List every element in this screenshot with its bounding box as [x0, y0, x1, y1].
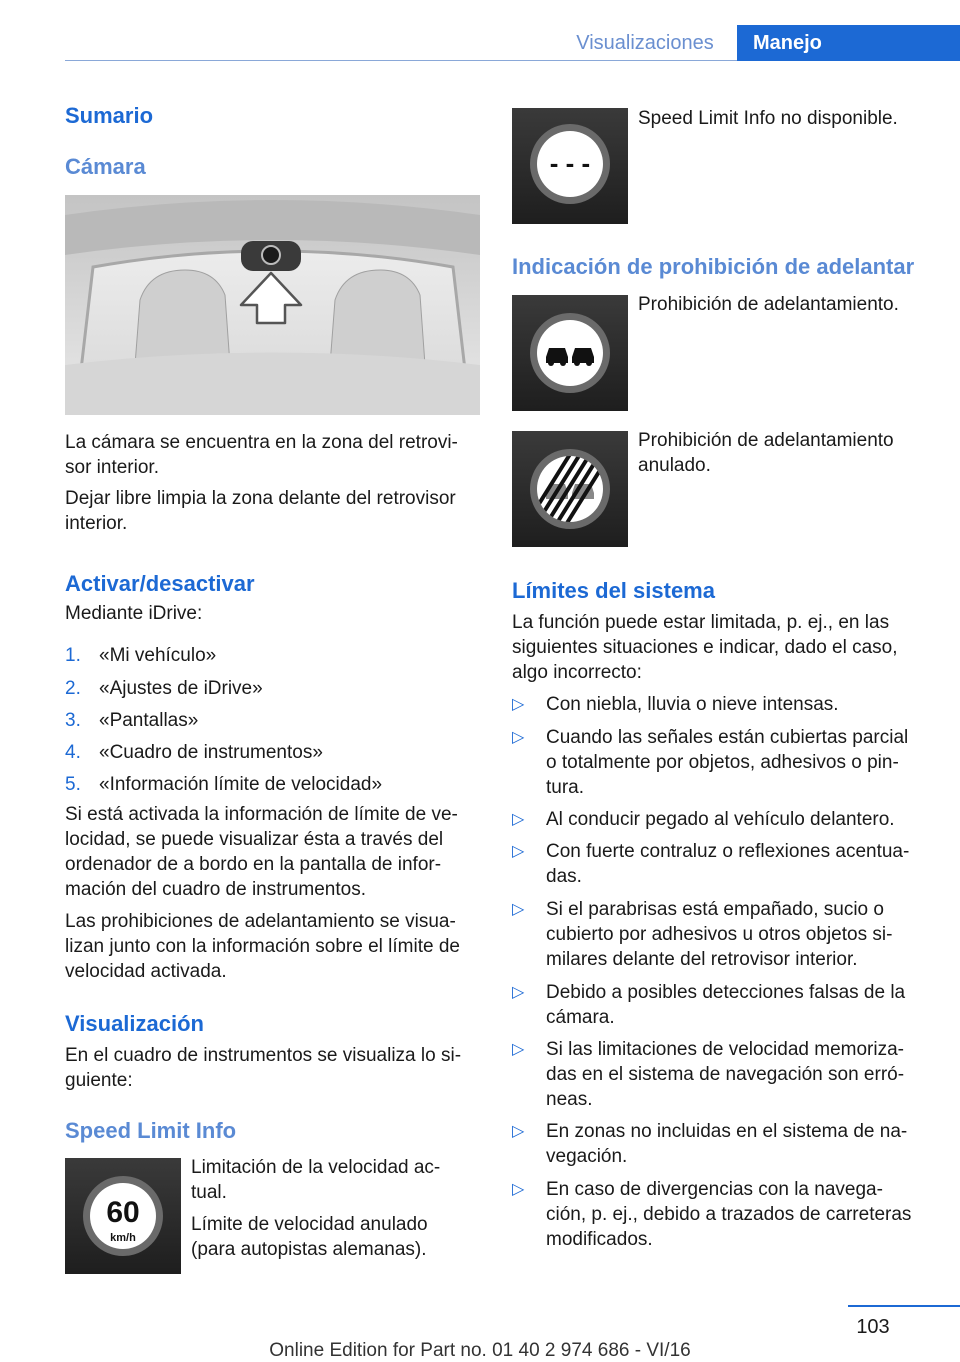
no-overtaking-sign: [512, 295, 628, 411]
sign-speed-unit: km/h: [110, 1232, 136, 1244]
speed-limit-info-heading: Speed Limit Info: [65, 1118, 237, 1143]
bullet-triangle-icon: ▷: [512, 843, 525, 860]
camera-heading: Cámara: [65, 154, 146, 179]
system-limits-intro: La función puede estar limitada, p. ej., en las siguientes situaciones e indicar, dado el caso, algo incorrecto:: [512, 612, 898, 683]
no-overtaking-text: Prohibición de adelantamiento.: [638, 294, 899, 315]
list-item: 1. «Mi vehículo»: [65, 645, 217, 666]
activate-description: Si está activada la información de límite de ve‐ locidad, se puede visualizar ésta a través del ordenador de a bordo en la pantalla de infor‐ mación del cuadro de instrumentos.: [65, 804, 458, 900]
activate-intro: Mediante iDrive:: [65, 603, 203, 624]
sign-dashes: - - -: [549, 148, 591, 178]
sli-current-limit-text: Limitación de la velocidad ac‐ tual.: [191, 1157, 441, 1203]
page-title: Sumario: [65, 103, 154, 128]
sign-speed-number: 60: [106, 1196, 140, 1229]
bullet-triangle-icon: ▷: [512, 1041, 525, 1058]
section-tab[interactable]: Visualizaciones: [576, 32, 714, 54]
no-overtaking-heading: Indicación de prohibición de adelantar: [512, 254, 915, 279]
bullet-triangle-icon: ▷: [512, 729, 525, 746]
activate-heading: Activar/desactivar: [65, 571, 255, 596]
sli-unavailable-text: Speed Limit Info no disponible.: [638, 108, 898, 129]
bullet-triangle-icon: ▷: [512, 1123, 525, 1140]
bullet-triangle-icon: ▷: [512, 696, 525, 713]
bullet-triangle-icon: ▷: [512, 1181, 525, 1198]
list-item: 2. «Ajustes de iDrive»: [65, 678, 263, 699]
footer-rule: [848, 1305, 960, 1307]
list-item: 3. «Pantallas»: [65, 710, 199, 731]
activation-steps: [65, 643, 480, 795]
speed-limit-60-sign: [65, 1158, 181, 1274]
list-item: 4. «Cuadro de instrumentos»: [65, 742, 323, 763]
system-limits-list: ▷ Con niebla, lluvia o nieve intensas. ▷ Cuando las señales están cubiertas parcial o totalmente por objetos, adhesivos o pin‐ tura. ▷ Al conducir pegado al vehículo delantero. ▷ Con fuerte contraluz o reflexiones acentua‐ das. ▷ Si el parabrisas está empañado, sucio o cubierto por adhesivos u otros objetos si‐ milares delante del retrovisor interior. ▷ Debido a posibles detecciones falsas de la cámara. ▷ Si las limitaciones de velocidad memoriza‐ das en el sistema de navegación son erró‐ neas. ▷ En zonas no incluidas en el sistema de na‐ vegación. ▷ En caso de divergencias con la navega‐ ción, p. ej., debido a trazados de carreteras modificados.: [512, 694, 912, 1250]
display-heading: Visualización: [65, 1011, 204, 1036]
bullet-triangle-icon: ▷: [512, 901, 525, 918]
sli-limit-cancelled-text: Límite de velocidad anulado (para autopistas alemanas).: [191, 1214, 428, 1260]
system-limits-heading: Límites del sistema: [512, 578, 715, 603]
overtaking-description: Las prohibiciones de adelantamiento se visua‐ lizan junto con la información sobre el límite de velocidad activada.: [65, 911, 460, 982]
speed-limit-unavailable-sign: [512, 108, 628, 224]
page-header: [0, 25, 960, 61]
display-description: En el cuadro de instrumentos se visualiza lo si‐ guiente:: [65, 1045, 462, 1091]
bullet-triangle-icon: ▷: [512, 811, 525, 828]
list-item: 5. «Información límite de velocidad»: [65, 774, 383, 795]
chapter-tab[interactable]: Manejo: [737, 25, 960, 61]
camera-location-text: La cámara se encuentra en la zona del retrovi‐ sor interior.: [65, 432, 458, 478]
camera-clean-text: Dejar libre limpia la zona delante del retrovisor interior.: [65, 488, 456, 534]
page-number: 103: [856, 1316, 890, 1338]
no-overtaking-cancelled-text: Prohibición de adelantamiento anulado.: [638, 430, 894, 476]
edition-footer: Online Edition for Part no. 01 40 2 974 686 - VI/16: [269, 1340, 691, 1361]
no-overtaking-cancelled-sign: [512, 431, 628, 547]
camera-location-image: [65, 195, 480, 415]
bullet-triangle-icon: ▷: [512, 984, 525, 1001]
